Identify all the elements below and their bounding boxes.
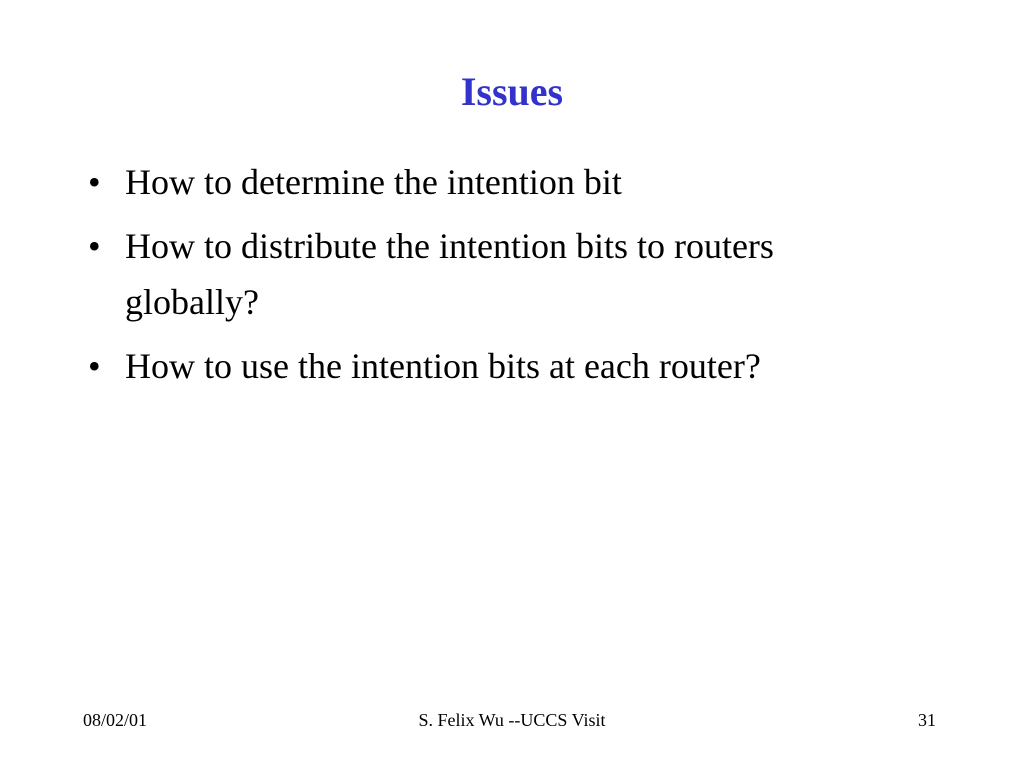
bullet-text: How to distribute the intention bits to routers globally? [125, 226, 774, 322]
footer-date: 08/02/01 [83, 710, 148, 730]
footer-presenter: S. Felix Wu --UCCS Visit [418, 710, 606, 730]
bullet-text: How to determine the intention bit [125, 162, 622, 202]
list-item [88, 218, 825, 330]
list-item [88, 338, 948, 394]
bullet-text: How to use the intention bits at each router? [125, 346, 761, 386]
bullet-list [88, 154, 948, 402]
bullet-icon: • [88, 162, 101, 202]
list-item [88, 154, 948, 210]
bullet-icon: • [88, 346, 101, 386]
bullet-icon: • [88, 226, 101, 266]
footer-page-number: 31 [918, 710, 936, 730]
slide-title: Issues [460, 69, 564, 114]
